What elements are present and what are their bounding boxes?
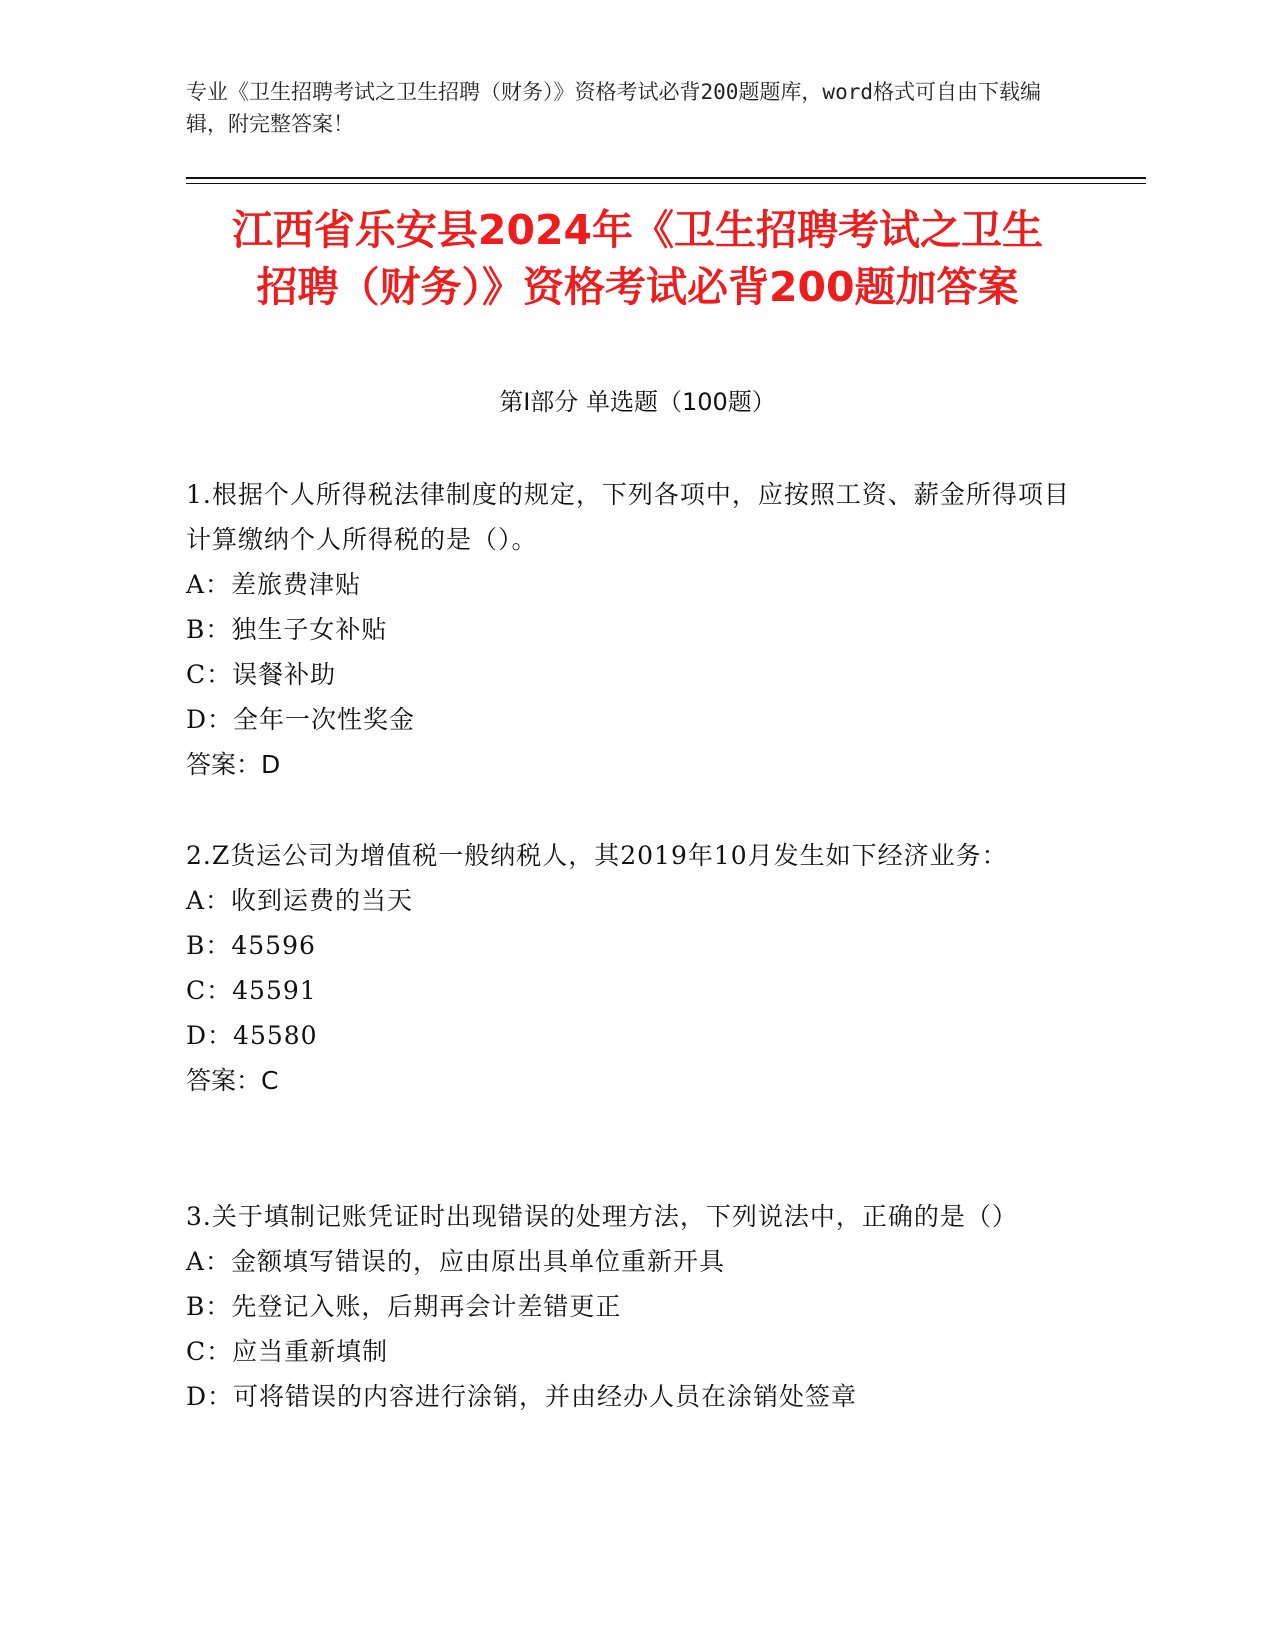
option-b: B：独生子女补贴 — [186, 615, 388, 644]
question-block — [186, 1194, 1086, 1419]
question-block — [186, 472, 1086, 787]
section-title: 第Ⅰ部分 单选题（100题） — [499, 388, 776, 416]
header-note: 专业《卫生招聘考试之卫生招聘（财务）》资格考试必背200题题库，word格式可自由下载编辑，附完整答案！ — [186, 80, 1041, 136]
document-title — [160, 202, 1115, 316]
question-block — [186, 833, 1086, 1103]
option-c: C：应当重新填制 — [186, 1337, 389, 1366]
question-stem: 2.Z货运公司为增值税一般纳税人，其2019年10月发生如下经济业务： — [186, 841, 1008, 870]
option-d: D：可将错误的内容进行涂销，并由经办人员在涂销处签章 — [186, 1382, 858, 1411]
header-divider-thin — [186, 183, 1146, 184]
option-d: D：全年一次性奖金 — [186, 705, 416, 734]
header-divider-thick — [186, 177, 1146, 179]
option-d: D：45580 — [186, 1021, 318, 1050]
document-title-line-1: 江西省乐安县2024年《卫生招聘考试之卫生 — [231, 206, 1044, 254]
question-stem: 3.关于填制记账凭证时出现错误的处理方法，下列说法中，正确的是（） — [186, 1202, 1018, 1231]
document-title-line-2: 招聘（财务）》资格考试必背200题加答案 — [256, 263, 1019, 311]
option-b: B：45596 — [186, 931, 316, 960]
answer-label: 答案：C — [186, 1066, 279, 1095]
option-a: A：收到运费的当天 — [186, 886, 414, 915]
option-c: C：45591 — [186, 976, 317, 1005]
option-b: B：先登记入账，后期再会计差错更正 — [186, 1292, 622, 1321]
option-a: A：差旅费津贴 — [186, 570, 362, 599]
option-c: C：误餐补助 — [186, 660, 337, 689]
answer-label: 答案：D — [186, 750, 281, 779]
question-stem: 1.根据个人所得税法律制度的规定，下列各项中，应按照工资、薪金所得项目计算缴纳个人所得税的是（）。 — [186, 480, 1070, 554]
option-a: A：金额填写错误的，应由原出具单位重新开具 — [186, 1247, 726, 1276]
